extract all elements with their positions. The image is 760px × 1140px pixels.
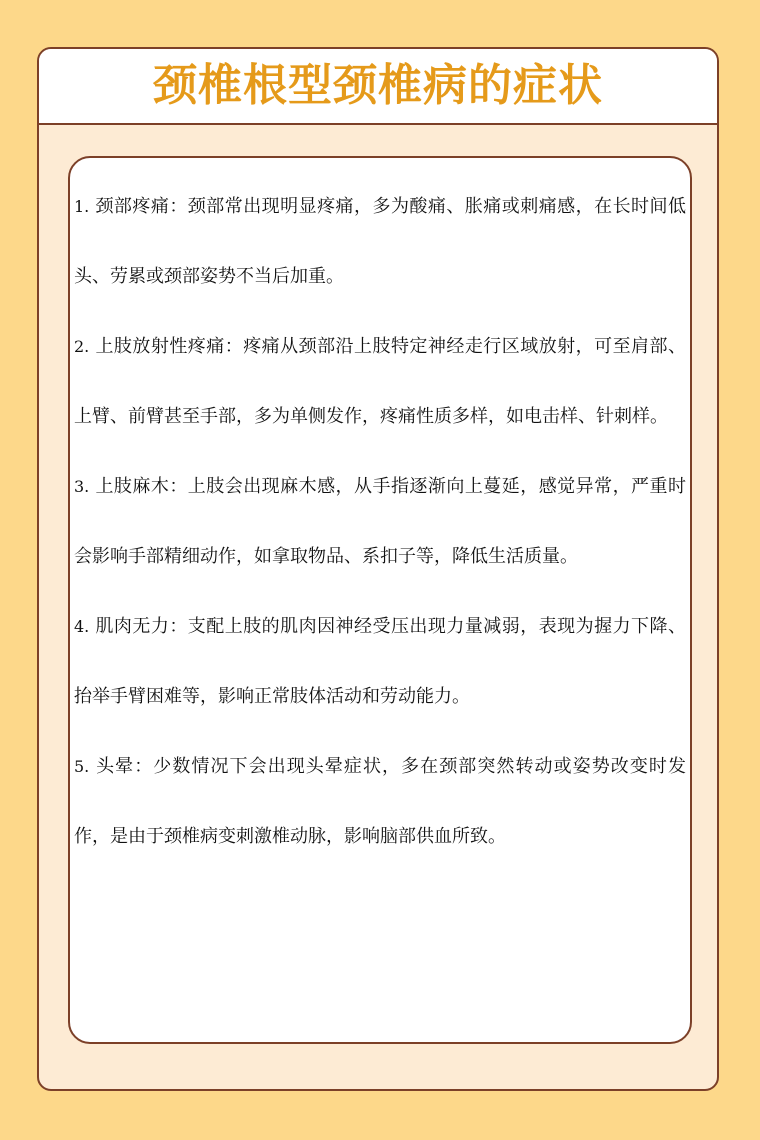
symptom-text: 肌肉无力：支配上肢的肌肉因神经受压出现力量减弱，表现为握力下降、抬举手臂困难等，影响正常肢体活动和劳动能力。 [74, 616, 686, 707]
symptom-number: 2. [74, 337, 90, 356]
symptom-text: 头晕：少数情况下会出现头晕症状，多在颈部突然转动或姿势改变时发作，是由于颈椎病变刺激椎动脉，影响脑部供血所致。 [74, 756, 686, 847]
symptom-number: 4. [74, 617, 90, 636]
symptom-text: 上肢放射性疼痛：疼痛从颈部沿上肢特定神经走行区域放射，可至肩部、上臂、前臂甚至手部，多为单侧发作，疼痛性质多样，如电击样、针刺样。 [74, 336, 686, 427]
page-title: 颈椎根型颈椎病的症状 [153, 60, 603, 111]
symptom-number: 5. [74, 757, 90, 776]
symptom-text: 上肢麻木：上肢会出现麻木感，从手指逐渐向上蔓延，感觉异常，严重时会影响手部精细动作，如拿取物品、系扣子等，降低生活质量。 [74, 476, 686, 567]
symptom-item-4 [74, 592, 686, 732]
symptom-number: 3. [74, 477, 90, 496]
symptom-list [68, 156, 692, 1044]
symptom-number: 1. [74, 197, 90, 216]
symptom-text: 颈部疼痛：颈部常出现明显疼痛，多为酸痛、胀痛或刺痛感，在长时间低头、劳累或颈部姿势不当后加重。 [74, 196, 686, 287]
symptom-item-1 [74, 172, 686, 312]
symptom-item-3 [74, 452, 686, 592]
card-header [39, 49, 717, 125]
symptom-item-5 [74, 732, 686, 872]
symptom-item-2 [74, 312, 686, 452]
